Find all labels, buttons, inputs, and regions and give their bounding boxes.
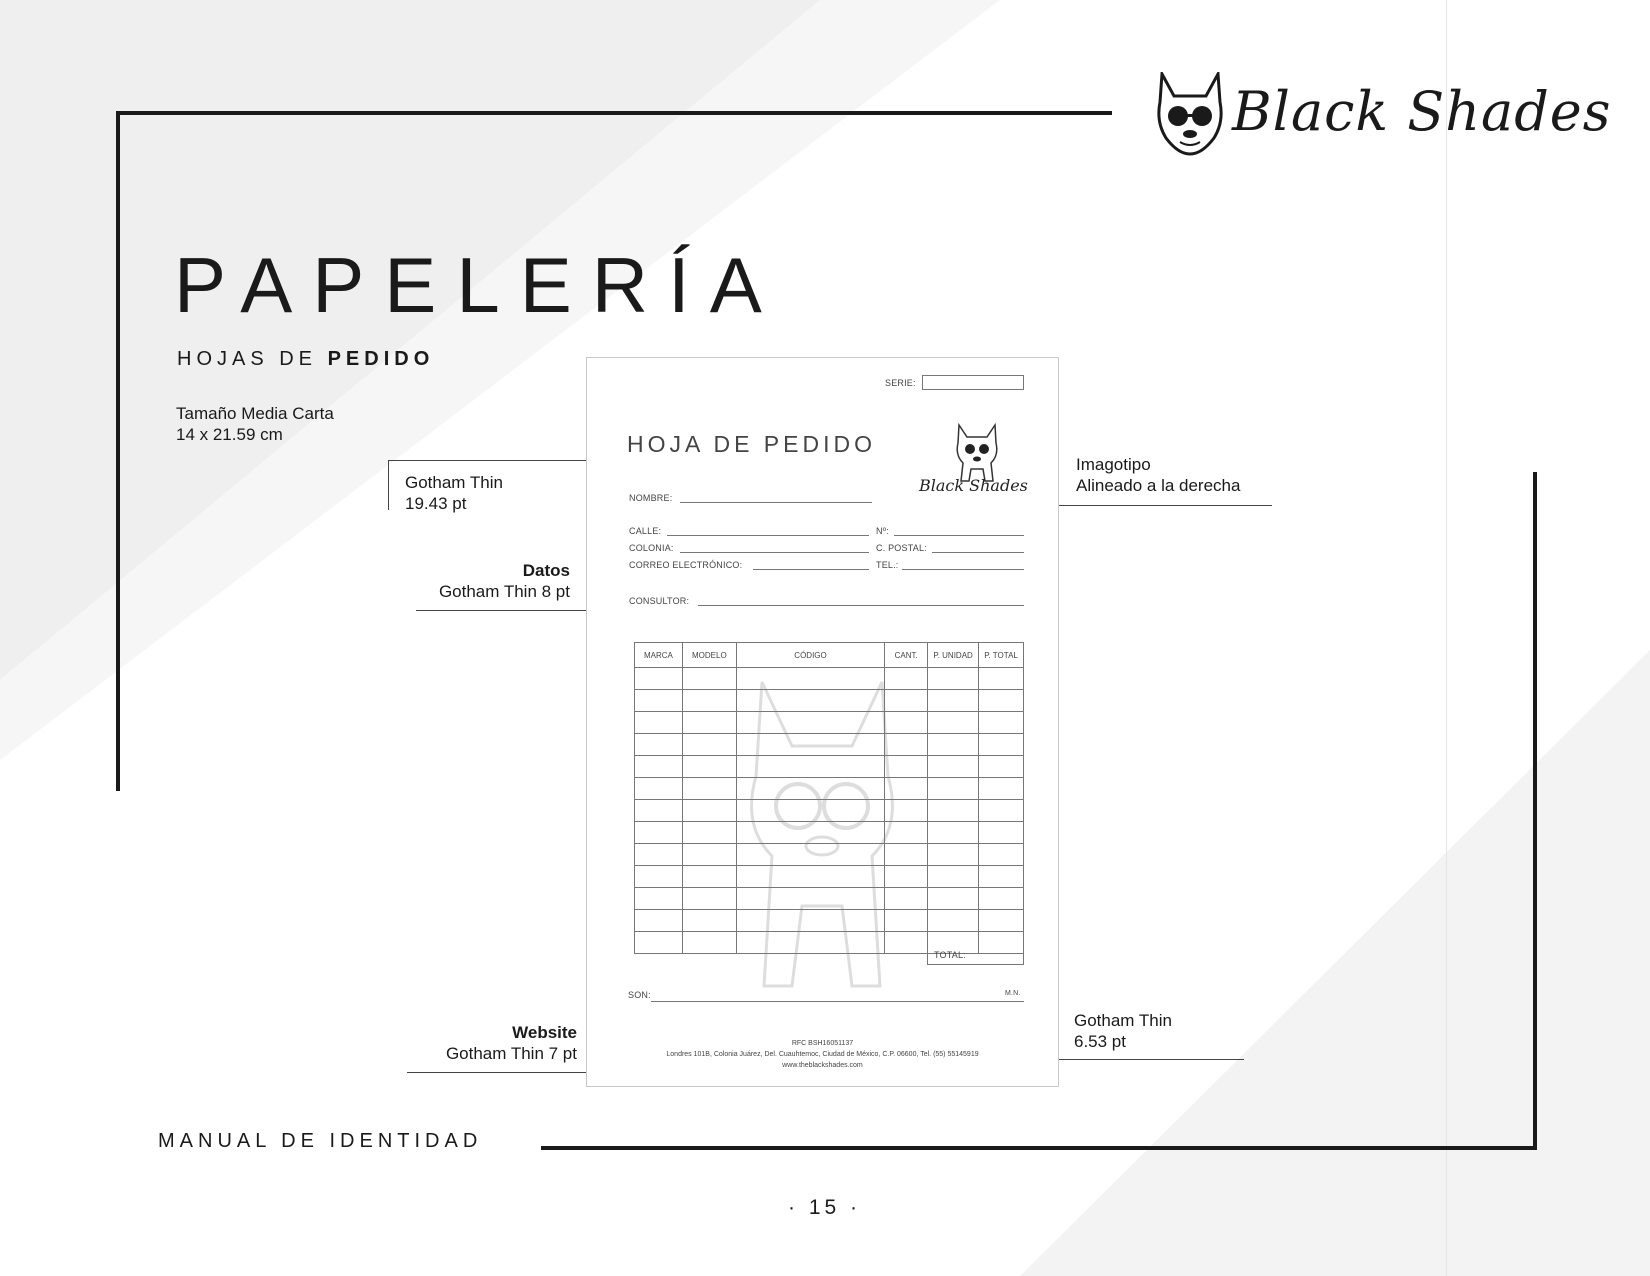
website-font-size: Gotham Thin 7 pt xyxy=(445,1044,577,1063)
frame-right-line xyxy=(1533,472,1537,1150)
brand-wordmark: Black Shades xyxy=(1232,80,1612,143)
footer-manual-label: MANUAL DE IDENTIDAD xyxy=(158,1130,483,1152)
table-cell xyxy=(885,932,928,954)
sheet-wordmark: Black Shades xyxy=(919,476,1028,495)
table-cell xyxy=(928,778,979,800)
header-modelo: MODELO xyxy=(682,643,736,668)
table-cell xyxy=(635,866,683,888)
table-cell xyxy=(682,822,736,844)
mn-label: M.N. xyxy=(1005,990,1021,997)
table-cell xyxy=(682,844,736,866)
header-marca: MARCA xyxy=(635,643,683,668)
field-consultor: CONSULTOR: xyxy=(629,596,690,606)
table-row xyxy=(635,844,1024,866)
table-cell xyxy=(736,888,884,910)
page-subtitle xyxy=(177,348,434,371)
field-colonia-line xyxy=(680,552,869,553)
field-numero: Nº: xyxy=(876,526,889,536)
table-row xyxy=(635,888,1024,910)
subtitle-bold: PEDIDO xyxy=(327,348,435,370)
table-cell xyxy=(736,668,884,690)
table-cell xyxy=(682,910,736,932)
table-row xyxy=(635,822,1024,844)
footer-font-note xyxy=(1074,1010,1172,1052)
field-consultor-line xyxy=(698,605,1024,606)
table-row xyxy=(635,866,1024,888)
table-cell xyxy=(635,778,683,800)
table-row xyxy=(635,800,1024,822)
table-cell xyxy=(736,844,884,866)
table-cell xyxy=(682,888,736,910)
table-cell xyxy=(736,712,884,734)
title-font-name: Gotham Thin xyxy=(405,473,503,492)
table-cell xyxy=(885,734,928,756)
table-cell xyxy=(635,932,683,954)
table-cell xyxy=(682,800,736,822)
order-sheet xyxy=(586,357,1059,1087)
order-table xyxy=(634,642,1024,954)
table-cell xyxy=(885,910,928,932)
table-cell xyxy=(979,712,1024,734)
table-cell xyxy=(979,844,1024,866)
table-cell xyxy=(682,668,736,690)
table-row xyxy=(635,690,1024,712)
field-telefono: TEL.: xyxy=(876,560,899,570)
frame-left-line xyxy=(116,111,120,791)
paper-size-line2: 14 x 21.59 cm xyxy=(176,425,283,444)
header-cant: CANT. xyxy=(885,643,928,668)
subtitle-regular: HOJAS DE xyxy=(177,348,318,370)
data-font-note xyxy=(400,560,570,602)
table-cell xyxy=(682,712,736,734)
imagotipo-title: Imagotipo xyxy=(1076,455,1151,474)
serie-label: SERIE: xyxy=(885,378,916,388)
table-cell xyxy=(635,712,683,734)
table-cell xyxy=(736,734,884,756)
table-cell xyxy=(979,822,1024,844)
brand-logo xyxy=(1154,72,1612,158)
table-cell xyxy=(682,866,736,888)
table-cell xyxy=(928,910,979,932)
title-font-callout-tick xyxy=(388,460,389,510)
table-cell xyxy=(979,778,1024,800)
son-label: SON: xyxy=(628,990,651,1000)
table-cell xyxy=(885,712,928,734)
table-cell xyxy=(635,822,683,844)
paper-size-note xyxy=(176,403,334,445)
table-cell xyxy=(979,690,1024,712)
table-cell xyxy=(682,690,736,712)
table-cell xyxy=(979,888,1024,910)
table-cell xyxy=(635,910,683,932)
table-cell xyxy=(736,866,884,888)
table-cell xyxy=(928,756,979,778)
table-cell xyxy=(979,734,1024,756)
page-title: PAPELERÍA xyxy=(174,241,782,329)
table-cell xyxy=(885,756,928,778)
header-p-total: P. TOTAL xyxy=(979,643,1024,668)
table-cell xyxy=(979,800,1024,822)
table-cell xyxy=(682,778,736,800)
table-row xyxy=(635,734,1024,756)
footer-website: www.theblackshades.com xyxy=(782,1062,863,1069)
field-colonia: COLONIA: xyxy=(629,543,674,553)
table-cell xyxy=(736,932,884,954)
table-cell xyxy=(682,932,736,954)
table-cell xyxy=(885,822,928,844)
serie-box xyxy=(922,375,1024,390)
field-correo-line xyxy=(753,569,869,570)
table-cell xyxy=(736,822,884,844)
footer-font-size: 6.53 pt xyxy=(1074,1032,1126,1051)
table-cell xyxy=(736,690,884,712)
table-cell xyxy=(928,800,979,822)
table-cell xyxy=(885,844,928,866)
table-cell xyxy=(635,888,683,910)
table-cell xyxy=(885,866,928,888)
field-correo: CORREO ELECTRÓNICO: xyxy=(629,560,743,570)
imagotipo-note xyxy=(1076,454,1240,496)
table-cell xyxy=(635,800,683,822)
table-row xyxy=(635,778,1024,800)
table-cell xyxy=(979,668,1024,690)
table-cell xyxy=(928,822,979,844)
paper-size-line1: Tamaño Media Carta xyxy=(176,404,334,423)
son-line xyxy=(651,1001,1024,1002)
table-cell xyxy=(635,734,683,756)
footer-font-callout-line xyxy=(1036,1059,1244,1060)
table-row xyxy=(635,910,1024,932)
table-cell xyxy=(928,668,979,690)
field-codigo-postal-line xyxy=(932,552,1024,553)
table-cell xyxy=(928,690,979,712)
footer-address: Londres 101B, Colonia Juárez, Del. Cuauhtemoc, Ciudad de México, C.P. 06600, Tel. (55) 55145919 xyxy=(666,1051,979,1058)
field-nombre-line xyxy=(680,502,872,503)
table-cell xyxy=(736,800,884,822)
table-cell xyxy=(928,712,979,734)
table-header-row xyxy=(635,643,1024,668)
title-font-note xyxy=(405,472,503,514)
table-cell xyxy=(682,756,736,778)
table-cell xyxy=(979,756,1024,778)
table-row xyxy=(635,712,1024,734)
field-calle: CALLE: xyxy=(629,526,662,536)
footer-font-name: Gotham Thin xyxy=(1074,1011,1172,1030)
table-cell xyxy=(885,668,928,690)
table-cell xyxy=(928,888,979,910)
data-font-size: Gotham Thin 8 pt xyxy=(438,582,570,601)
table-cell xyxy=(736,910,884,932)
field-nombre: NOMBRE: xyxy=(629,493,673,503)
bulldog-icon xyxy=(1154,72,1226,156)
table-cell xyxy=(635,690,683,712)
table-body xyxy=(635,668,1024,954)
imagotipo-alignment: Alineado a la derecha xyxy=(1076,476,1241,495)
table-cell xyxy=(736,778,884,800)
total-label: TOTAL: xyxy=(934,950,966,960)
website-font-note xyxy=(400,1022,577,1064)
table-cell xyxy=(885,690,928,712)
field-telefono-line xyxy=(902,569,1024,570)
table-cell xyxy=(928,866,979,888)
table-cell xyxy=(682,734,736,756)
header-p-unidad: P. UNIDAD xyxy=(928,643,979,668)
table-cell xyxy=(979,866,1024,888)
table-cell xyxy=(635,756,683,778)
table-cell xyxy=(928,844,979,866)
field-numero-line xyxy=(894,535,1024,536)
table-cell xyxy=(885,888,928,910)
table-cell xyxy=(736,756,884,778)
sheet-title: HOJA DE PEDIDO xyxy=(627,431,876,457)
data-font-title: Datos xyxy=(522,561,570,580)
table-row xyxy=(635,668,1024,690)
field-calle-line xyxy=(667,535,869,536)
field-codigo-postal: C. POSTAL: xyxy=(876,543,927,553)
page-number: · 15 · xyxy=(788,1196,862,1219)
website-font-title: Website xyxy=(512,1023,577,1042)
frame-top-line xyxy=(116,111,1112,115)
footer-rfc: RFC BSH16051137 xyxy=(791,1040,854,1047)
table-cell xyxy=(885,778,928,800)
table-cell xyxy=(979,910,1024,932)
table-cell xyxy=(928,734,979,756)
header-codigo: CÓDIGO xyxy=(736,643,884,668)
frame-bottom-line xyxy=(541,1146,1537,1150)
table-row xyxy=(635,756,1024,778)
title-font-size: 19.43 pt xyxy=(405,494,467,513)
table-cell xyxy=(885,800,928,822)
table-cell xyxy=(635,668,683,690)
table-cell xyxy=(635,844,683,866)
